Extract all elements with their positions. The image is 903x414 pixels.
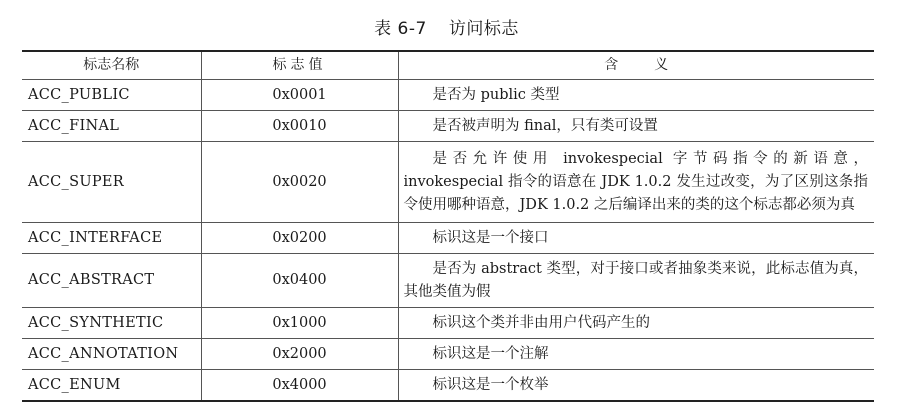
flag-value-cell: 0x0010 [201,111,398,142]
flag-name-cell: ACC_PUBLIC [22,80,201,111]
flag-value-cell: 0x4000 [201,370,398,402]
header-meaning: 含义 [398,51,874,80]
table-caption [0,14,893,39]
header-row [22,51,874,80]
flag-meaning-cell: 是否为 public 类型 [398,80,874,111]
flag-value-cell: 0x0400 [201,254,398,308]
flag-meaning-cell: 是否被声明为 final，只有类可设置 [398,111,874,142]
flag-name-cell: ACC_ANNOTATION [22,339,201,370]
header-flag-value: 标志值 [201,51,398,80]
flag-name-cell: ACC_SYNTHETIC [22,308,201,339]
table-row [22,308,874,339]
flag-value-cell: 0x0001 [201,80,398,111]
flag-meaning-cell: 标识这是一个接口 [398,223,874,254]
flag-meaning-cell: 标识这是一个枚举 [398,370,874,402]
table-number: 表 6-7 [374,19,427,39]
flag-name-cell: ACC_ENUM [22,370,201,402]
header-flag-name: 标志名称 [22,51,201,80]
access-flags-table [22,50,874,402]
table-row [22,223,874,254]
flag-name-cell: ACC_ABSTRACT [22,254,201,308]
flag-value-cell: 0x1000 [201,308,398,339]
table-row [22,142,874,223]
flag-meaning-cell: 是否允许使用 invokespecial 字节码指令的新语意，invokespecial 指令的语意在 JDK 1.0.2 发生过改变，为了区别这条指令使用哪种语意，JDK 1.0.2 之后编译出来的类的这个标志都必须为真 [398,142,874,223]
flag-name-cell: ACC_SUPER [22,142,201,223]
table-row [22,80,874,111]
flag-name-cell: ACC_FINAL [22,111,201,142]
flag-meaning-cell: 是否为 abstract 类型，对于接口或者抽象类来说，此标志值为真，其他类值为假 [398,254,874,308]
table-row [22,111,874,142]
table-row [22,339,874,370]
table-row [22,370,874,402]
table-title: 访问标志 [448,19,519,39]
flag-value-cell: 0x2000 [201,339,398,370]
flag-value-cell: 0x0020 [201,142,398,223]
flag-meaning-cell: 标识这个类并非由用户代码产生的 [398,308,874,339]
table-row [22,254,874,308]
flag-value-cell: 0x0200 [201,223,398,254]
flag-meaning-cell: 标识这是一个注解 [398,339,874,370]
flag-name-cell: ACC_INTERFACE [22,223,201,254]
